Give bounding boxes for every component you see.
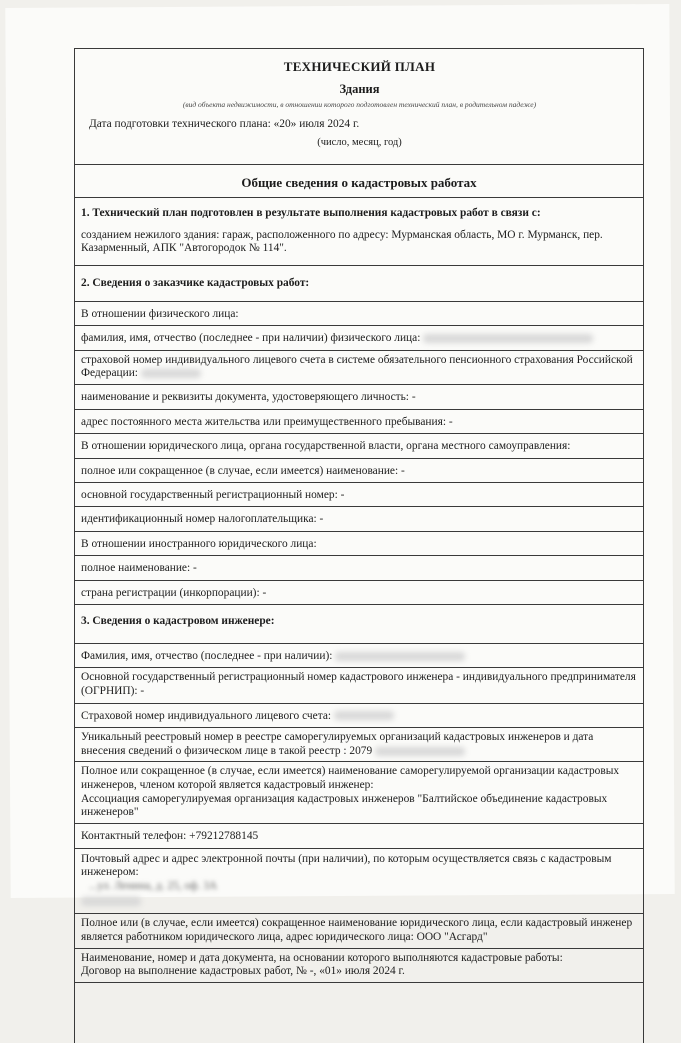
engineer-snils-row xyxy=(75,704,643,728)
engineer-sro-name: Ассоциация саморегулируемая организация кадастровых инженеров "Балтийское объединение кадастровых инженеров" xyxy=(81,792,608,819)
engineer-fio-row xyxy=(75,644,643,668)
engineer-sro-label: Полное или сокращенное (в случае, если имеется) наименование саморегулируемой организации кадастровых инженеров, членом которой является кадастровый инженер: xyxy=(81,765,620,792)
customer-legal-name: полное или сокращенное (в случае, если имеется) наименование: - xyxy=(75,459,643,483)
engineer-ogrnip: Основной государственный регистрационный номер кадастрового инженера - индивидуального предпринимателя (ОГРНИП): - xyxy=(75,668,643,703)
redacted-block xyxy=(375,747,465,756)
customer-ogrn: основной государственный регистрационный номер: - xyxy=(75,483,643,507)
section-1 xyxy=(75,198,643,266)
section-1-text: созданием нежилого здания: гараж, расположенного по адресу: Мурманская область, МО г. Мурманск, пер. Казарменный, АПК "Автогородок № 114". xyxy=(81,228,603,254)
customer-foreign-head: В отношении иностранного юридического лица: xyxy=(75,532,643,556)
engineer-mail xyxy=(75,849,643,915)
redacted-block xyxy=(334,711,394,720)
customer-physical-head: В отношении физического лица: xyxy=(75,302,643,326)
customer-fio-row xyxy=(75,326,643,350)
section-2-title: 2. Сведения о заказчике кадастровых работ: xyxy=(75,266,643,301)
engineer-phone: Контактный телефон: +79212788145 xyxy=(75,824,643,848)
customer-document: наименование и реквизиты документа, удостоверяющего личность: - xyxy=(75,385,643,409)
general-section-title: Общие сведения о кадастровых работах xyxy=(75,165,643,198)
empty-area xyxy=(75,983,643,1043)
redacted-block xyxy=(81,897,141,906)
object-type: Здания xyxy=(339,82,380,97)
engineer-fio-label: Фамилия, имя, отчество (последнее - при наличии): xyxy=(81,649,333,662)
engineer-snils-label: Страховой номер индивидуального лицевого счета: xyxy=(81,709,332,722)
redacted-block xyxy=(423,334,593,343)
redacted-block xyxy=(141,369,201,378)
engineer-contract-label: Наименование, номер и дата документа, на основании которого выполняются кадастровые работы: xyxy=(81,951,563,964)
engineer-mail-label: Почтовый адрес и адрес электронной почты (при наличии), по которым осуществляется связь с кадастровым инженером: xyxy=(81,852,612,879)
title-block xyxy=(75,49,643,165)
technical-plan-document xyxy=(74,48,644,1043)
preparation-date-hint: (число, месяц, год) xyxy=(317,137,402,149)
customer-foreign-country: страна регистрации (инкорпорации): - xyxy=(75,581,643,605)
customer-address: адрес постоянного места жительства или преимущественного пребывания: - xyxy=(75,410,643,434)
engineer-contract xyxy=(75,949,643,983)
engineer-contract-value: Договор на выполнение кадастровых работ, № -, «01» июля 2024 г. xyxy=(81,965,405,978)
engineer-mail-value: ...ул. Ленина, д. 25, оф. 3А xyxy=(89,879,218,892)
customer-inn: идентификационный номер налогоплательщика: - xyxy=(75,507,643,531)
redacted-block xyxy=(335,652,465,661)
document-title: ТЕХНИЧЕСКИЙ ПЛАН xyxy=(283,59,436,74)
section-3-title: 3. Сведения о кадастровом инженере: xyxy=(75,605,643,643)
engineer-sro xyxy=(75,762,643,824)
customer-foreign-name: полное наименование: - xyxy=(75,556,643,580)
section-1-title: 1. Технический план подготовлен в результате выполнения кадастровых работ в связи с: xyxy=(81,207,541,220)
customer-legal-head: В отношении юридического лица, органа государственной власти, органа местного самоуправления: xyxy=(75,434,643,458)
engineer-organization: Полное или (в случае, если имеется) сокращенное наименование юридического лица, если кадастровый инженер является работником юридического лица, адрес юридического лица: ООО "Асгард" xyxy=(75,914,643,948)
object-type-hint: (вид объекта недвижимости, в отношении которого подготовлен технический план, в родительном падеже) xyxy=(182,100,537,110)
customer-fio-label: фамилия, имя, отчество (последнее - при наличии) физического лица: xyxy=(81,332,421,345)
customer-snils-row xyxy=(75,351,643,385)
customer-snils-label: страховой номер индивидуального лицевого счета в системе обязательного пенсионного страхования Российской Федерации: xyxy=(81,353,633,380)
preparation-date: Дата подготовки технического плана: «20» июля 2024 г. xyxy=(89,117,360,130)
engineer-registry-label: Уникальный реестровый номер в реестре саморегулируемых организаций кадастровых инженеров и дата внесения сведений о физическом лице в такой реестр : 2079 xyxy=(81,730,594,757)
engineer-registry-row xyxy=(75,728,643,762)
